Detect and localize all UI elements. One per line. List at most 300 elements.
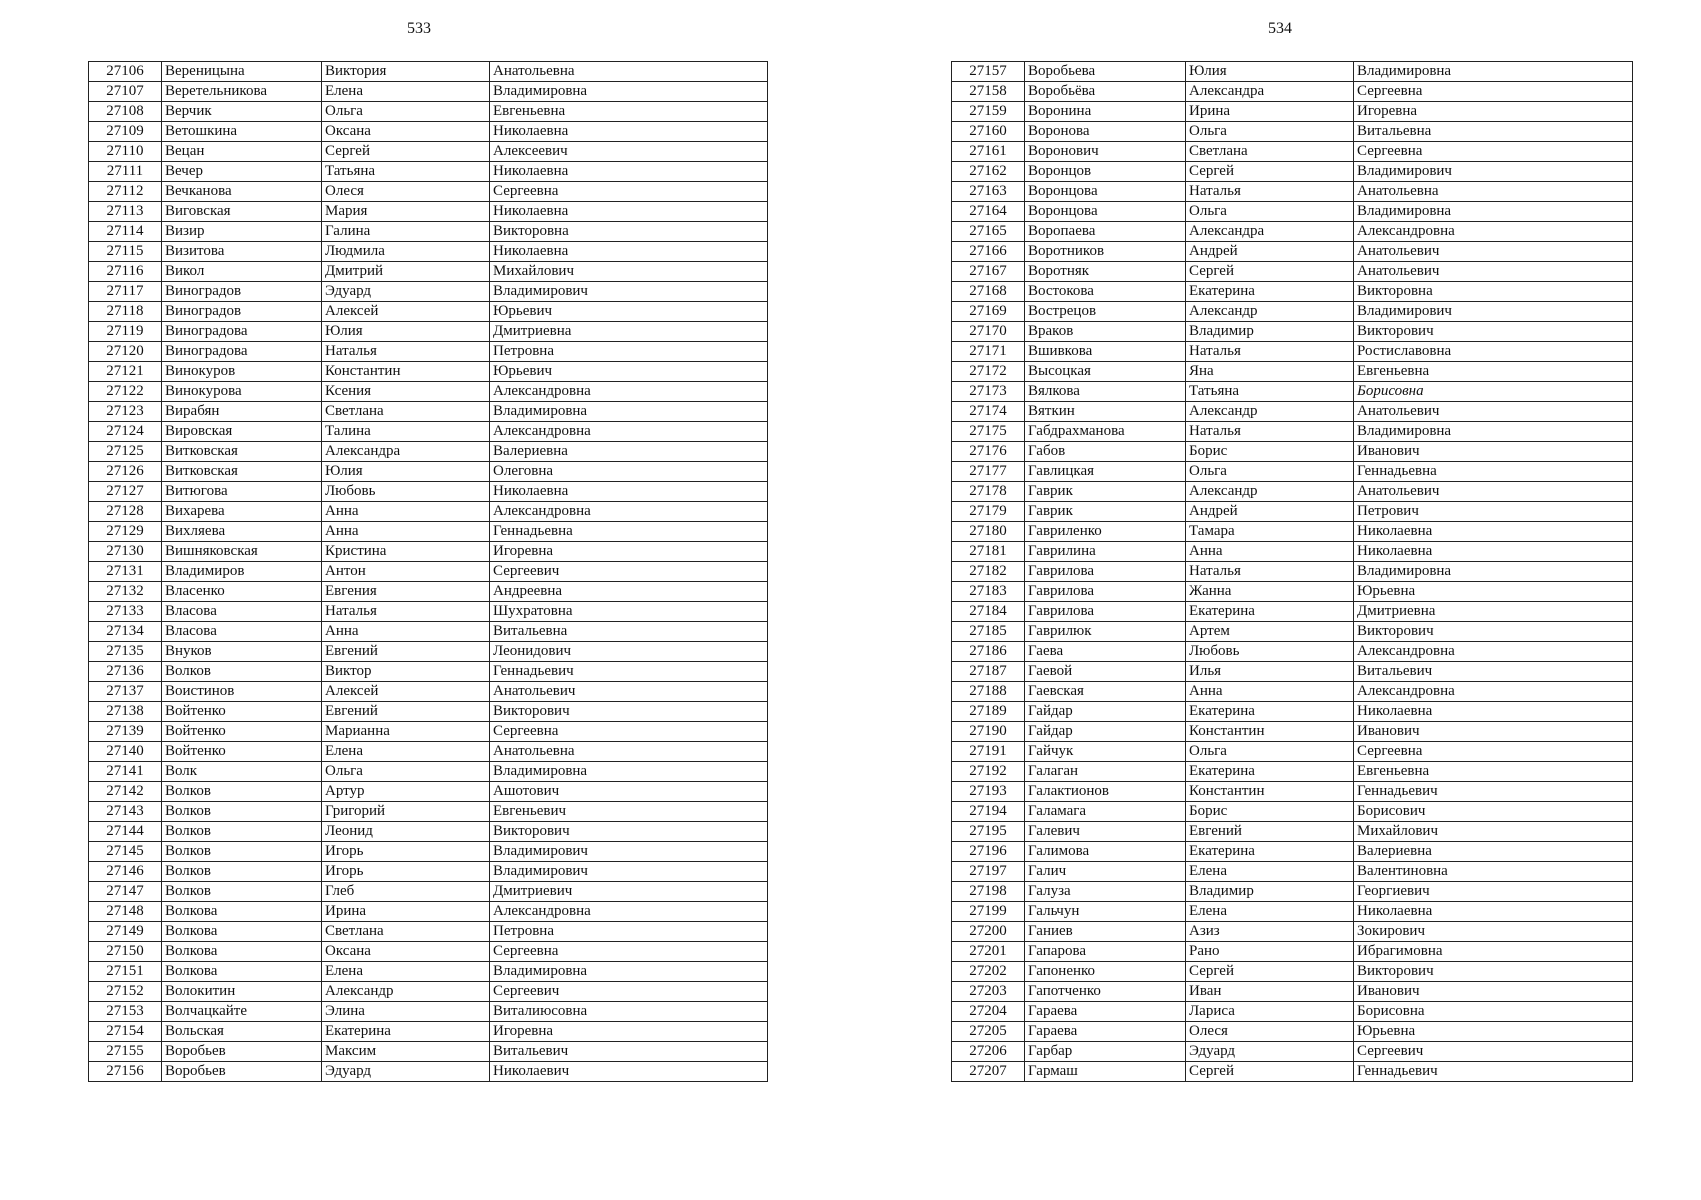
table-row bbox=[89, 722, 768, 742]
record-number-cell: 27106 bbox=[89, 62, 162, 82]
first-name-cell: Александра bbox=[1186, 82, 1354, 102]
patronymic-cell: Анатольевич bbox=[490, 682, 768, 702]
table-row bbox=[89, 522, 768, 542]
table-row bbox=[89, 1002, 768, 1022]
surname-cell: Войтенко bbox=[162, 722, 322, 742]
patronymic-cell: Викторовна bbox=[1354, 282, 1633, 302]
table-row bbox=[952, 982, 1633, 1002]
first-name-cell: Эдуард bbox=[322, 282, 490, 302]
surname-cell: Винокурова bbox=[162, 382, 322, 402]
record-number-cell: 27115 bbox=[89, 242, 162, 262]
table-row bbox=[952, 122, 1633, 142]
patronymic-cell: Валериевна bbox=[490, 442, 768, 462]
record-number-cell: 27154 bbox=[89, 1022, 162, 1042]
surname-cell: Волков bbox=[162, 842, 322, 862]
first-name-cell: Григорий bbox=[322, 802, 490, 822]
patronymic-cell: Владимирович bbox=[1354, 302, 1633, 322]
table-row bbox=[89, 182, 768, 202]
first-name-cell: Елена bbox=[1186, 902, 1354, 922]
record-number-cell: 27207 bbox=[952, 1062, 1025, 1082]
first-name-cell: Александра bbox=[1186, 222, 1354, 242]
patronymic-cell: Викторович bbox=[1354, 322, 1633, 342]
surname-cell: Воистинов bbox=[162, 682, 322, 702]
first-name-cell: Владимир bbox=[1186, 322, 1354, 342]
patronymic-cell: Александровна bbox=[490, 382, 768, 402]
patronymic-cell: Петровна bbox=[490, 922, 768, 942]
table-row bbox=[89, 962, 768, 982]
first-name-cell: Игорь bbox=[322, 842, 490, 862]
table-row bbox=[89, 1042, 768, 1062]
surname-cell: Гаврик bbox=[1025, 482, 1186, 502]
surname-cell: Волчацкайте bbox=[162, 1002, 322, 1022]
table-row bbox=[89, 462, 768, 482]
patronymic-cell: Александровна bbox=[490, 422, 768, 442]
surname-cell: Веретельникова bbox=[162, 82, 322, 102]
surname-cell: Воробьёва bbox=[1025, 82, 1186, 102]
surname-cell: Вольская bbox=[162, 1022, 322, 1042]
surname-cell: Волков bbox=[162, 782, 322, 802]
table-row bbox=[89, 782, 768, 802]
patronymic-cell: Викторович bbox=[490, 702, 768, 722]
patronymic-cell: Витальевич bbox=[1354, 662, 1633, 682]
table-row bbox=[89, 302, 768, 322]
surname-cell: Галевич bbox=[1025, 822, 1186, 842]
record-number-cell: 27172 bbox=[952, 362, 1025, 382]
first-name-cell: Элина bbox=[322, 1002, 490, 1022]
table-row bbox=[952, 642, 1633, 662]
table-row bbox=[89, 242, 768, 262]
first-name-cell: Татьяна bbox=[322, 162, 490, 182]
surname-cell: Викол bbox=[162, 262, 322, 282]
surname-cell: Гаевская bbox=[1025, 682, 1186, 702]
surname-cell: Вереницына bbox=[162, 62, 322, 82]
patronymic-cell: Сергеевна bbox=[1354, 142, 1633, 162]
first-name-cell: Екатерина bbox=[1186, 602, 1354, 622]
table-row bbox=[952, 862, 1633, 882]
record-number-cell: 27145 bbox=[89, 842, 162, 862]
first-name-cell: Наталья bbox=[322, 342, 490, 362]
surname-cell: Волков bbox=[162, 802, 322, 822]
table-row bbox=[952, 922, 1633, 942]
first-name-cell: Виктория bbox=[322, 62, 490, 82]
first-name-cell: Игорь bbox=[322, 862, 490, 882]
table-row bbox=[89, 1022, 768, 1042]
surname-cell: Воронович bbox=[1025, 142, 1186, 162]
first-name-cell: Галина bbox=[322, 222, 490, 242]
table-row bbox=[952, 162, 1633, 182]
patronymic-cell: Ашотович bbox=[490, 782, 768, 802]
patronymic-cell: Валентиновна bbox=[1354, 862, 1633, 882]
table-row bbox=[952, 842, 1633, 862]
first-name-cell: Олеся bbox=[1186, 1022, 1354, 1042]
surname-cell: Волков bbox=[162, 862, 322, 882]
table-row bbox=[89, 442, 768, 462]
patronymic-cell: Николаевна bbox=[1354, 702, 1633, 722]
record-number-cell: 27110 bbox=[89, 142, 162, 162]
record-number-cell: 27200 bbox=[952, 922, 1025, 942]
record-number-cell: 27204 bbox=[952, 1002, 1025, 1022]
record-number-cell: 27159 bbox=[952, 102, 1025, 122]
record-number-cell: 27116 bbox=[89, 262, 162, 282]
patronymic-cell: Владимировна bbox=[490, 82, 768, 102]
record-number-cell: 27138 bbox=[89, 702, 162, 722]
record-number-cell: 27202 bbox=[952, 962, 1025, 982]
surname-cell: Воронова bbox=[1025, 122, 1186, 142]
record-number-cell: 27122 bbox=[89, 382, 162, 402]
patronymic-cell: Владимировна bbox=[1354, 562, 1633, 582]
table-row bbox=[952, 942, 1633, 962]
record-number-cell: 27140 bbox=[89, 742, 162, 762]
surname-cell: Гайчук bbox=[1025, 742, 1186, 762]
surname-cell: Галаган bbox=[1025, 762, 1186, 782]
record-number-cell: 27189 bbox=[952, 702, 1025, 722]
first-name-cell: Тамара bbox=[1186, 522, 1354, 542]
register-table-left bbox=[88, 61, 768, 1082]
surname-cell: Востокова bbox=[1025, 282, 1186, 302]
table-row bbox=[952, 702, 1633, 722]
surname-cell: Гаевой bbox=[1025, 662, 1186, 682]
record-number-cell: 27113 bbox=[89, 202, 162, 222]
patronymic-cell: Олеговна bbox=[490, 462, 768, 482]
first-name-cell: Наталья bbox=[1186, 342, 1354, 362]
record-number-cell: 27139 bbox=[89, 722, 162, 742]
table-row bbox=[952, 1062, 1633, 1082]
patronymic-cell: Андреевна bbox=[490, 582, 768, 602]
first-name-cell: Андрей bbox=[1186, 502, 1354, 522]
table-row bbox=[952, 542, 1633, 562]
table-row bbox=[952, 282, 1633, 302]
patronymic-cell: Георгиевич bbox=[1354, 882, 1633, 902]
record-number-cell: 27206 bbox=[952, 1042, 1025, 1062]
patronymic-cell: Евгеньевич bbox=[490, 802, 768, 822]
record-number-cell: 27114 bbox=[89, 222, 162, 242]
table-row bbox=[952, 242, 1633, 262]
table-row bbox=[89, 202, 768, 222]
surname-cell: Гараева bbox=[1025, 1022, 1186, 1042]
record-number-cell: 27160 bbox=[952, 122, 1025, 142]
surname-cell: Воронцов bbox=[1025, 162, 1186, 182]
first-name-cell: Борис bbox=[1186, 802, 1354, 822]
patronymic-cell: Сергеевна bbox=[490, 942, 768, 962]
first-name-cell: Елена bbox=[1186, 862, 1354, 882]
page-number-right: 534 bbox=[1268, 20, 1292, 37]
table-row bbox=[89, 382, 768, 402]
record-number-cell: 27177 bbox=[952, 462, 1025, 482]
surname-cell: Волков bbox=[162, 662, 322, 682]
record-number-cell: 27194 bbox=[952, 802, 1025, 822]
table-row bbox=[952, 482, 1633, 502]
patronymic-cell: Виталиюсовна bbox=[490, 1002, 768, 1022]
surname-cell: Гайдар bbox=[1025, 722, 1186, 742]
patronymic-cell: Сергеевич bbox=[1354, 1042, 1633, 1062]
table-row bbox=[952, 362, 1633, 382]
table-row bbox=[89, 762, 768, 782]
table-row bbox=[89, 62, 768, 82]
first-name-cell: Марианна bbox=[322, 722, 490, 742]
surname-cell: Гарбар bbox=[1025, 1042, 1186, 1062]
record-number-cell: 27183 bbox=[952, 582, 1025, 602]
record-number-cell: 27148 bbox=[89, 902, 162, 922]
record-number-cell: 27175 bbox=[952, 422, 1025, 442]
first-name-cell: Сергей bbox=[1186, 962, 1354, 982]
first-name-cell: Александр bbox=[1186, 402, 1354, 422]
surname-cell: Войтенко bbox=[162, 702, 322, 722]
surname-cell: Вечер bbox=[162, 162, 322, 182]
first-name-cell: Лариса bbox=[1186, 1002, 1354, 1022]
first-name-cell: Константин bbox=[322, 362, 490, 382]
table-row bbox=[89, 742, 768, 762]
first-name-cell: Сергей bbox=[1186, 1062, 1354, 1082]
surname-cell: Волков bbox=[162, 882, 322, 902]
first-name-cell: Евгений bbox=[322, 642, 490, 662]
record-number-cell: 27117 bbox=[89, 282, 162, 302]
table-row bbox=[952, 402, 1633, 422]
record-number-cell: 27144 bbox=[89, 822, 162, 842]
record-number-cell: 27152 bbox=[89, 982, 162, 1002]
surname-cell: Вялкова bbox=[1025, 382, 1186, 402]
table-row bbox=[89, 102, 768, 122]
patronymic-cell: Владимирович bbox=[490, 862, 768, 882]
patronymic-cell: Владимирович bbox=[490, 282, 768, 302]
first-name-cell: Артур bbox=[322, 782, 490, 802]
first-name-cell: Анна bbox=[1186, 542, 1354, 562]
first-name-cell: Дмитрий bbox=[322, 262, 490, 282]
surname-cell: Ганиев bbox=[1025, 922, 1186, 942]
record-number-cell: 27143 bbox=[89, 802, 162, 822]
first-name-cell: Наталья bbox=[1186, 422, 1354, 442]
table-row bbox=[89, 122, 768, 142]
surname-cell: Ветошкина bbox=[162, 122, 322, 142]
patronymic-cell: Евгеньевна bbox=[1354, 362, 1633, 382]
patronymic-cell: Александровна bbox=[490, 902, 768, 922]
surname-cell: Гайдар bbox=[1025, 702, 1186, 722]
first-name-cell: Антон bbox=[322, 562, 490, 582]
table-row bbox=[89, 282, 768, 302]
surname-cell: Власова bbox=[162, 602, 322, 622]
table-row bbox=[89, 802, 768, 822]
patronymic-cell: Юрьевна bbox=[1354, 1022, 1633, 1042]
patronymic-cell: Николаевна bbox=[490, 122, 768, 142]
surname-cell: Габов bbox=[1025, 442, 1186, 462]
record-number-cell: 27124 bbox=[89, 422, 162, 442]
patronymic-cell: Анатольевич bbox=[1354, 242, 1633, 262]
first-name-cell: Анна bbox=[322, 622, 490, 642]
first-name-cell: Яна bbox=[1186, 362, 1354, 382]
table-row bbox=[89, 542, 768, 562]
table-row bbox=[89, 582, 768, 602]
table-row bbox=[952, 502, 1633, 522]
patronymic-cell: Юрьевич bbox=[490, 302, 768, 322]
first-name-cell: Ольга bbox=[1186, 742, 1354, 762]
first-name-cell: Екатерина bbox=[1186, 282, 1354, 302]
table-row bbox=[89, 622, 768, 642]
surname-cell: Визитова bbox=[162, 242, 322, 262]
table-row bbox=[952, 342, 1633, 362]
first-name-cell: Алексей bbox=[322, 682, 490, 702]
patronymic-cell: Евгеньевна bbox=[1354, 762, 1633, 782]
table-row bbox=[89, 922, 768, 942]
table-row bbox=[89, 822, 768, 842]
record-number-cell: 27205 bbox=[952, 1022, 1025, 1042]
patronymic-cell: Сергеевна bbox=[1354, 742, 1633, 762]
record-number-cell: 27125 bbox=[89, 442, 162, 462]
surname-cell: Воропаева bbox=[1025, 222, 1186, 242]
patronymic-cell: Игоревна bbox=[1354, 102, 1633, 122]
patronymic-cell: Николаевич bbox=[490, 1062, 768, 1082]
table-row bbox=[952, 522, 1633, 542]
record-number-cell: 27161 bbox=[952, 142, 1025, 162]
patronymic-cell: Владимирович bbox=[1354, 162, 1633, 182]
surname-cell: Верчик bbox=[162, 102, 322, 122]
record-number-cell: 27112 bbox=[89, 182, 162, 202]
surname-cell: Вяткин bbox=[1025, 402, 1186, 422]
record-number-cell: 27133 bbox=[89, 602, 162, 622]
record-number-cell: 27179 bbox=[952, 502, 1025, 522]
first-name-cell: Леонид bbox=[322, 822, 490, 842]
table-row bbox=[89, 702, 768, 722]
patronymic-cell: Алексеевич bbox=[490, 142, 768, 162]
first-name-cell: Екатерина bbox=[1186, 762, 1354, 782]
first-name-cell: Артем bbox=[1186, 622, 1354, 642]
surname-cell: Габдрахманова bbox=[1025, 422, 1186, 442]
record-number-cell: 27132 bbox=[89, 582, 162, 602]
table-row bbox=[89, 882, 768, 902]
surname-cell: Волкова bbox=[162, 902, 322, 922]
surname-cell: Гаврилова bbox=[1025, 582, 1186, 602]
patronymic-cell: Юрьевна bbox=[1354, 582, 1633, 602]
patronymic-cell: Иванович bbox=[1354, 442, 1633, 462]
record-number-cell: 27142 bbox=[89, 782, 162, 802]
record-number-cell: 27181 bbox=[952, 542, 1025, 562]
table-row bbox=[952, 62, 1633, 82]
first-name-cell: Анна bbox=[1186, 682, 1354, 702]
surname-cell: Гаева bbox=[1025, 642, 1186, 662]
surname-cell: Враков bbox=[1025, 322, 1186, 342]
surname-cell: Гаврилова bbox=[1025, 562, 1186, 582]
first-name-cell: Светлана bbox=[322, 922, 490, 942]
surname-cell: Гаврилина bbox=[1025, 542, 1186, 562]
first-name-cell: Ирина bbox=[322, 902, 490, 922]
patronymic-cell: Геннадьевна bbox=[490, 522, 768, 542]
record-number-cell: 27146 bbox=[89, 862, 162, 882]
first-name-cell: Оксана bbox=[322, 942, 490, 962]
table-row bbox=[952, 822, 1633, 842]
first-name-cell: Эдуард bbox=[322, 1062, 490, 1082]
patronymic-cell: Дмитриевна bbox=[490, 322, 768, 342]
patronymic-cell: Михайлович bbox=[1354, 822, 1633, 842]
table-row bbox=[952, 682, 1633, 702]
table-row bbox=[952, 1002, 1633, 1022]
patronymic-cell: Шухратовна bbox=[490, 602, 768, 622]
table-row bbox=[89, 342, 768, 362]
table-row bbox=[952, 82, 1633, 102]
register-table-right bbox=[951, 61, 1633, 1082]
page-number-left: 533 bbox=[407, 20, 431, 37]
first-name-cell: Рано bbox=[1186, 942, 1354, 962]
surname-cell: Воротняк bbox=[1025, 262, 1186, 282]
table-row bbox=[89, 482, 768, 502]
table-row bbox=[89, 982, 768, 1002]
first-name-cell: Евгений bbox=[1186, 822, 1354, 842]
table-row bbox=[89, 162, 768, 182]
record-number-cell: 27195 bbox=[952, 822, 1025, 842]
surname-cell: Галич bbox=[1025, 862, 1186, 882]
record-number-cell: 27192 bbox=[952, 762, 1025, 782]
patronymic-cell: Анатольевна bbox=[490, 742, 768, 762]
patronymic-cell: Леонидович bbox=[490, 642, 768, 662]
table-row bbox=[89, 362, 768, 382]
patronymic-cell: Викторович bbox=[490, 822, 768, 842]
first-name-cell: Александр bbox=[322, 982, 490, 1002]
surname-cell: Виноградов bbox=[162, 302, 322, 322]
first-name-cell: Екатерина bbox=[322, 1022, 490, 1042]
surname-cell: Гаврилова bbox=[1025, 602, 1186, 622]
table-row bbox=[952, 202, 1633, 222]
surname-cell: Виноградова bbox=[162, 342, 322, 362]
record-number-cell: 27184 bbox=[952, 602, 1025, 622]
surname-cell: Волокитин bbox=[162, 982, 322, 1002]
surname-cell: Владимиров bbox=[162, 562, 322, 582]
surname-cell: Гальчун bbox=[1025, 902, 1186, 922]
table-row bbox=[89, 642, 768, 662]
table-row bbox=[952, 622, 1633, 642]
first-name-cell: Андрей bbox=[1186, 242, 1354, 262]
surname-cell: Вирабян bbox=[162, 402, 322, 422]
surname-cell: Вечканова bbox=[162, 182, 322, 202]
surname-cell: Гармаш bbox=[1025, 1062, 1186, 1082]
patronymic-cell: Александровна bbox=[1354, 222, 1633, 242]
surname-cell: Вировская bbox=[162, 422, 322, 442]
surname-cell: Визир bbox=[162, 222, 322, 242]
table-row bbox=[952, 182, 1633, 202]
patronymic-cell: Иванович bbox=[1354, 982, 1633, 1002]
table-row bbox=[952, 562, 1633, 582]
patronymic-cell: Борисович bbox=[1354, 802, 1633, 822]
first-name-cell: Сергей bbox=[322, 142, 490, 162]
table-row bbox=[952, 962, 1633, 982]
table-row bbox=[89, 902, 768, 922]
first-name-cell: Анна bbox=[322, 522, 490, 542]
first-name-cell: Ксения bbox=[322, 382, 490, 402]
patronymic-cell: Ростиславовна bbox=[1354, 342, 1633, 362]
table-row bbox=[89, 1062, 768, 1082]
patronymic-cell: Николаевна bbox=[1354, 902, 1633, 922]
patronymic-cell: Владимировна bbox=[490, 762, 768, 782]
patronymic-cell: Геннадьевна bbox=[1354, 462, 1633, 482]
patronymic-cell: Витальевна bbox=[1354, 122, 1633, 142]
first-name-cell: Любовь bbox=[1186, 642, 1354, 662]
surname-cell: Винокуров bbox=[162, 362, 322, 382]
record-number-cell: 27137 bbox=[89, 682, 162, 702]
record-number-cell: 27130 bbox=[89, 542, 162, 562]
table-row bbox=[952, 142, 1633, 162]
surname-cell: Виноградов bbox=[162, 282, 322, 302]
table-row bbox=[952, 102, 1633, 122]
first-name-cell: Азиз bbox=[1186, 922, 1354, 942]
first-name-cell: Юлия bbox=[322, 322, 490, 342]
table-row bbox=[952, 902, 1633, 922]
patronymic-cell: Геннадьевич bbox=[1354, 782, 1633, 802]
first-name-cell: Ольга bbox=[1186, 122, 1354, 142]
patronymic-cell: Александровна bbox=[1354, 642, 1633, 662]
patronymic-cell: Николаевна bbox=[490, 242, 768, 262]
record-number-cell: 27121 bbox=[89, 362, 162, 382]
surname-cell: Вострецов bbox=[1025, 302, 1186, 322]
patronymic-cell: Сергеевич bbox=[490, 562, 768, 582]
surname-cell: Гавлицкая bbox=[1025, 462, 1186, 482]
surname-cell: Гавриленко bbox=[1025, 522, 1186, 542]
patronymic-cell: Дмитриевна bbox=[1354, 602, 1633, 622]
